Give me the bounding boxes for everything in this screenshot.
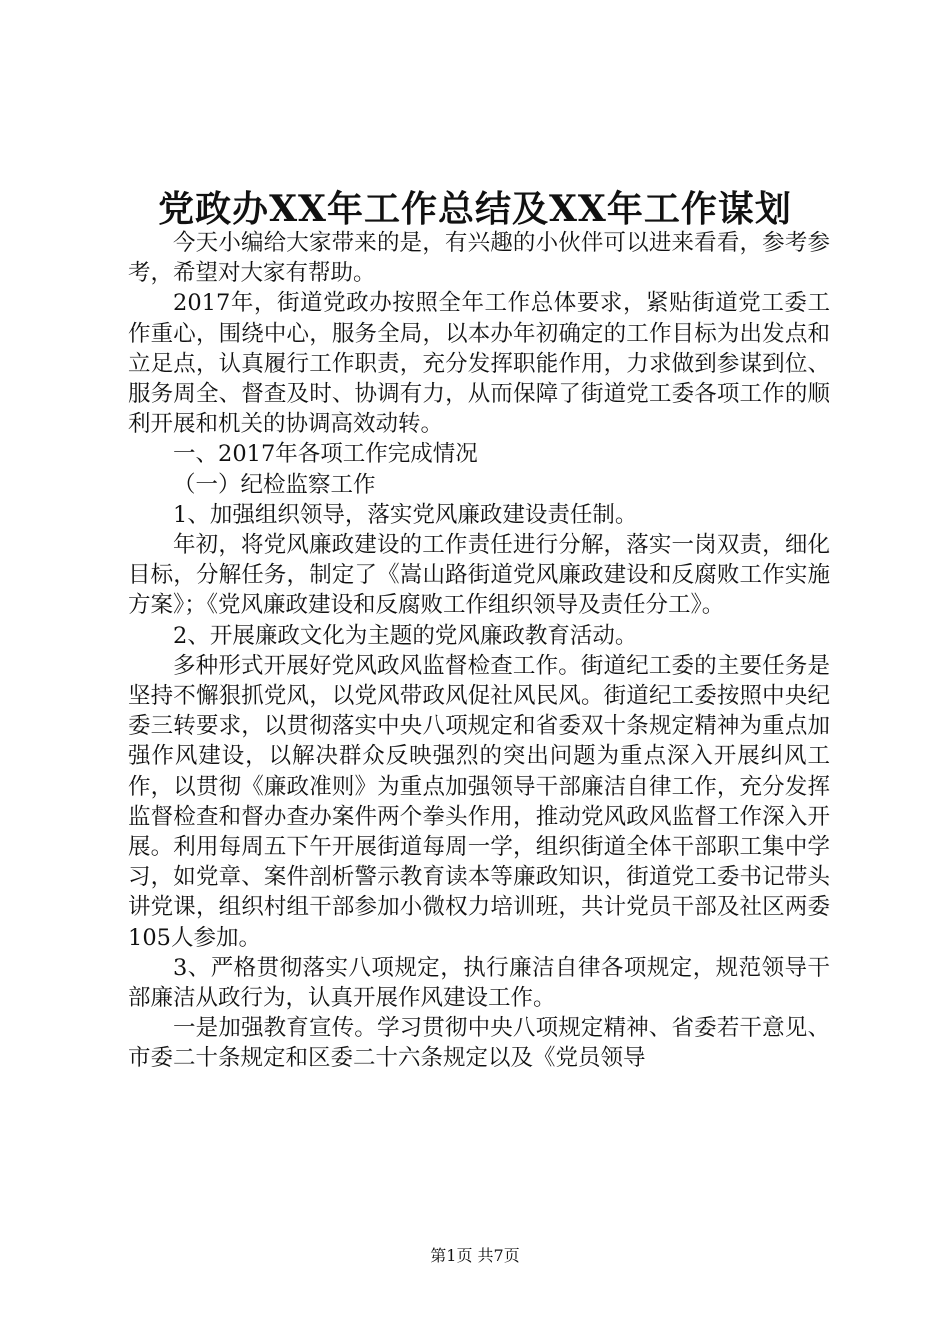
document-title: 党政办XX年工作总结及XX年工作谋划: [158, 188, 792, 230]
item-heading-3: 3、严格贯彻落实八项规定，执行廉洁自律各项规定，规范领导干部廉洁从政行为，认真开展作风建设工作。: [128, 954, 830, 1012]
section-heading-1: 一、2017年各项工作完成情况: [173, 441, 478, 468]
document-body: [128, 228, 830, 1074]
paragraph-item-1: 年初，将党风廉政建设的工作责任进行分解，落实一岗双责，细化目标，分解任务，制定了《嵩山路街道党风廉政建设和反腐败工作实施方案》；《党风廉政建设和反腐败工作组织领导及责任分工》。: [128, 532, 830, 619]
paragraph-item-2: 多种形式开展好党风政风监督检查工作。街道纪工委的主要任务是坚持不懈狠抓党风，以党风带政风促社风民风。街道纪工委按照中央纪委三转要求，以贯彻落实中央八项规定和省委双十条规定精神为重点加强作风建设，以解决群众反映强烈的突出问题为重点深入开展纠风工作，以贯彻《廉政准则》为重点加强领导干部廉洁自律工作，充分发挥监督检查和督办查办案件两个拳头作用，推动党风政风监督工作深入开展。利用每周五下午开展街道每周一学，组织街道全体干部职工集中学习，如党章、案件剖析警示教育读本等廉政知识，街道党工委书记带头讲党课，组织村组干部参加小微权力培训班，共计党员干部及社区两委105人参加。: [128, 652, 830, 951]
paragraph-intro: 今天小编给大家带来的是，有兴趣的小伙伴可以进来看看，参考参考，希望对大家有帮助。: [128, 230, 830, 287]
page-footer: 第1页 共7页: [430, 1246, 520, 1265]
subsection-heading-1: （一）纪检监察工作: [173, 471, 376, 498]
paragraph-item-3: 一是加强教育宣传。学习贯彻中央八项规定精神、省委若干意见、市委二十条规定和区委二十六条规定以及《党员领导: [128, 1015, 830, 1072]
item-heading-1: 1、加强组织领导，落实党风廉政建设责任制。: [173, 501, 638, 528]
paragraph-overview: 2017年，街道党政办按照全年工作总体要求，紧贴街道党工委工作重心，围绕中心，服务全局，以本办年初确定的工作目标为出发点和立足点，认真履行工作职责，充分发挥职能作用，力求做到参谋到位、服务周全、督查及时、协调有力，从而保障了街道党工委各项工作的顺利开展和机关的协调高效动转。: [128, 290, 830, 438]
item-heading-2: 2、开展廉政文化为主题的党风廉政教育活动。: [173, 622, 638, 649]
